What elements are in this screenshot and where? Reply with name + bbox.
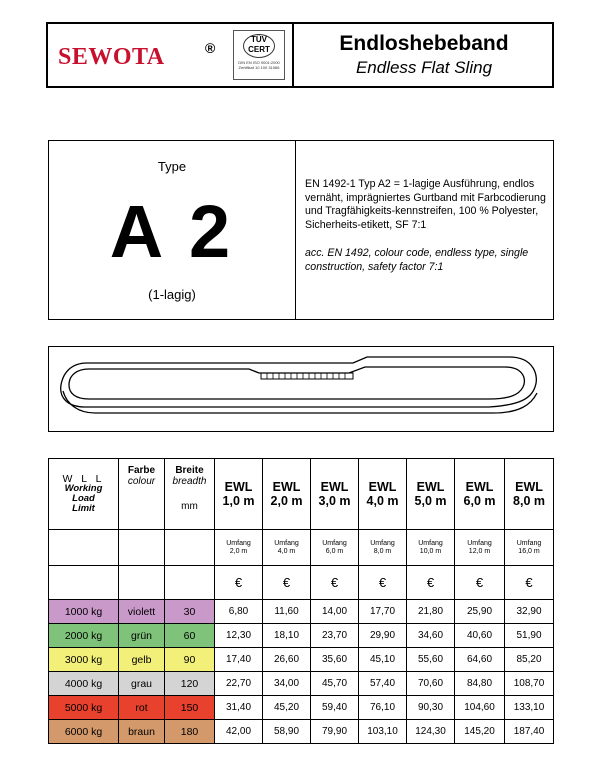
price-cell: 90,30 (407, 696, 455, 720)
currency-cell: € (455, 566, 505, 600)
price-cell: 32,90 (505, 600, 554, 624)
price-cell: 45,10 (359, 648, 407, 672)
ewl-length: 8,0 m (513, 494, 545, 508)
product-title-en: Endless Flat Sling (355, 58, 493, 77)
empty-cell (49, 530, 119, 566)
circumference-cell (263, 530, 311, 566)
circumference-label: Umfang (370, 539, 395, 547)
circumference-cell (505, 530, 554, 566)
price-cell: 133,10 (505, 696, 554, 720)
empty-cell (165, 566, 215, 600)
price-cell: 21,80 (407, 600, 455, 624)
ewl-header (359, 459, 407, 530)
table-row (49, 600, 554, 624)
price-cell: 42,00 (215, 720, 263, 744)
price-cell: 31,40 (215, 696, 263, 720)
wll-header (49, 459, 119, 530)
empty-cell (119, 566, 165, 600)
price-cell: 70,60 (407, 672, 455, 696)
price-cell: 124,30 (407, 720, 455, 744)
colour-cell: grün (119, 624, 165, 648)
circumference-cell (407, 530, 455, 566)
price-cell: 35,60 (311, 648, 359, 672)
table-row (49, 672, 554, 696)
price-cell: 40,60 (455, 624, 505, 648)
ewl-label: EWL (272, 480, 301, 494)
ewl-length: 2,0 m (270, 494, 303, 508)
ewl-header (455, 459, 505, 530)
type-code: A 2 (109, 190, 235, 273)
currency-cell: € (505, 566, 554, 600)
currency-cell: € (215, 566, 263, 600)
circumference-value: 10,0 m (419, 547, 442, 555)
ewl-header (215, 459, 263, 530)
price-cell: 64,60 (455, 648, 505, 672)
price-cell: 58,90 (263, 720, 311, 744)
colour-header-en: colour (127, 476, 156, 487)
price-cell: 79,90 (311, 720, 359, 744)
price-cell: 23,70 (311, 624, 359, 648)
colour-cell: grau (119, 672, 165, 696)
ewl-length: 1,0 m (222, 494, 255, 508)
ewl-label: EWL (465, 480, 494, 494)
wll-cell: 6000 kg (49, 720, 119, 744)
wll-cell: 1000 kg (49, 600, 119, 624)
description-de: EN 1492-1 Typ A2 = 1-lagige Ausführung, endlos vernäht, imprägniertes Gurtband mit Farbcodierung und Tragfähigkeits-kennstreifen, 100 % Polyester, Sicherheits-etikett, SF 7:1 (305, 178, 546, 231)
type-ply: (1-lagig) (148, 287, 196, 302)
price-cell: 18,10 (263, 624, 311, 648)
table-row (49, 720, 554, 744)
table-row (49, 648, 554, 672)
circumference-value: 16,0 m (518, 547, 540, 555)
circumference-value: 2,0 m (229, 547, 248, 555)
currency-cell: € (407, 566, 455, 600)
specification-table (48, 458, 554, 744)
breadth-cell: 150 (165, 696, 215, 720)
price-cell: 12,30 (215, 624, 263, 648)
table-row (49, 624, 554, 648)
header (46, 22, 554, 88)
breadth-header-de: Breite (175, 465, 204, 476)
logo: SEWOTA (58, 44, 165, 70)
logo-box (48, 24, 294, 86)
circumference-value: 12,0 m (468, 547, 491, 555)
price-cell: 85,20 (505, 648, 554, 672)
price-cell: 59,40 (311, 696, 359, 720)
tuv-cert-line-2: Zertifikat 10 100 31986 (238, 65, 280, 70)
breadth-cell: 120 (165, 672, 215, 696)
colour-header (119, 459, 165, 530)
price-cell: 145,20 (455, 720, 505, 744)
circumference-label: Umfang (418, 539, 443, 547)
price-cell: 45,70 (311, 672, 359, 696)
circumference-value: 6,0 m (325, 547, 344, 555)
price-cell: 26,60 (263, 648, 311, 672)
registered-mark: ® (205, 40, 216, 56)
price-cell: 108,70 (505, 672, 554, 696)
price-cell: 34,60 (407, 624, 455, 648)
price-cell: 34,00 (263, 672, 311, 696)
ewl-header (311, 459, 359, 530)
price-cell: 11,60 (263, 600, 311, 624)
header-row (49, 459, 554, 530)
empty-cell (49, 566, 119, 600)
circumference-row (49, 530, 554, 566)
tuv-cert-line-1: DIN EN ISO 9001:2000 (238, 60, 280, 65)
circumference-value: 8,0 m (373, 547, 392, 555)
price-cell: 84,80 (455, 672, 505, 696)
colour-cell: rot (119, 696, 165, 720)
type-label: Type (157, 159, 187, 174)
circumference-label: Umfang (226, 539, 251, 547)
breadth-header (165, 459, 215, 530)
ewl-header (505, 459, 554, 530)
wll-header-line-2: Working (64, 483, 103, 494)
breadth-cell: 180 (165, 720, 215, 744)
breadth-cell: 30 (165, 600, 215, 624)
sling-drawing-box (48, 346, 554, 432)
wll-cell: 4000 kg (49, 672, 119, 696)
wll-cell: 5000 kg (49, 696, 119, 720)
circumference-label: Umfang (274, 539, 299, 547)
price-cell: 57,40 (359, 672, 407, 696)
type-box (48, 140, 554, 320)
type-description (305, 178, 550, 275)
ewl-label: EWL (368, 480, 397, 494)
currency-row (49, 566, 554, 600)
price-cell: 187,40 (505, 720, 554, 744)
ewl-header (407, 459, 455, 530)
breadth-header-en: breadth (172, 476, 207, 487)
circumference-cell (215, 530, 263, 566)
colour-cell: gelb (119, 648, 165, 672)
ewl-length: 3,0 m (318, 494, 351, 508)
tuv-seal-middle: CERT (248, 45, 270, 54)
price-cell: 17,40 (215, 648, 263, 672)
table-row (49, 696, 554, 720)
ewl-length: 6,0 m (463, 494, 496, 508)
tuv-seal-top: TÜV (251, 35, 267, 44)
ewl-length: 4,0 m (366, 494, 399, 508)
price-cell: 103,10 (359, 720, 407, 744)
price-cell: 6,80 (215, 600, 263, 624)
tuv-cert-badge (233, 30, 285, 80)
price-cell: 14,00 (311, 600, 359, 624)
breadth-cell: 60 (165, 624, 215, 648)
ewl-header (263, 459, 311, 530)
circumference-value: 4,0 m (277, 547, 296, 555)
empty-cell (165, 530, 215, 566)
wll-header-line-4: Limit (72, 503, 95, 514)
price-cell: 29,90 (359, 624, 407, 648)
wll-cell: 2000 kg (49, 624, 119, 648)
breadth-cell: 90 (165, 648, 215, 672)
currency-cell: € (311, 566, 359, 600)
price-cell: 45,20 (263, 696, 311, 720)
ewl-label: EWL (224, 480, 253, 494)
ewl-label: EWL (320, 480, 349, 494)
circumference-cell (455, 530, 505, 566)
breadth-unit: mm (181, 501, 198, 512)
circumference-label: Umfang (516, 539, 542, 547)
wll-cell: 3000 kg (49, 648, 119, 672)
type-panel (49, 141, 296, 319)
price-cell: 55,60 (407, 648, 455, 672)
price-cell: 104,60 (455, 696, 505, 720)
circumference-cell (359, 530, 407, 566)
circumference-label: Umfang (322, 539, 347, 547)
product-title-de: Endloshebeband (339, 32, 509, 55)
colour-cell: violett (119, 600, 165, 624)
price-cell: 17,70 (359, 600, 407, 624)
circumference-cell (311, 530, 359, 566)
colour-header-de: Farbe (127, 465, 156, 476)
price-cell: 76,10 (359, 696, 407, 720)
price-cell: 22,70 (215, 672, 263, 696)
colour-cell: braun (119, 720, 165, 744)
price-cell: 25,90 (455, 600, 505, 624)
endless-sling-illustration (49, 347, 552, 430)
circumference-label: Umfang (467, 539, 492, 547)
wll-header-line-1: W L L (62, 473, 105, 485)
currency-cell: € (263, 566, 311, 600)
currency-cell: € (359, 566, 407, 600)
wll-header-line-3: Load (72, 493, 95, 504)
ewl-label: EWL (515, 480, 543, 494)
price-cell: 51,90 (505, 624, 554, 648)
ewl-label: EWL (416, 480, 445, 494)
tuv-seal (243, 34, 275, 58)
tuv-cert-text (234, 60, 284, 70)
description-en: acc. EN 1492, colour code, endless type, single construction, safety factor 7:1 (305, 247, 529, 273)
empty-cell (119, 530, 165, 566)
ewl-length: 5,0 m (414, 494, 447, 508)
